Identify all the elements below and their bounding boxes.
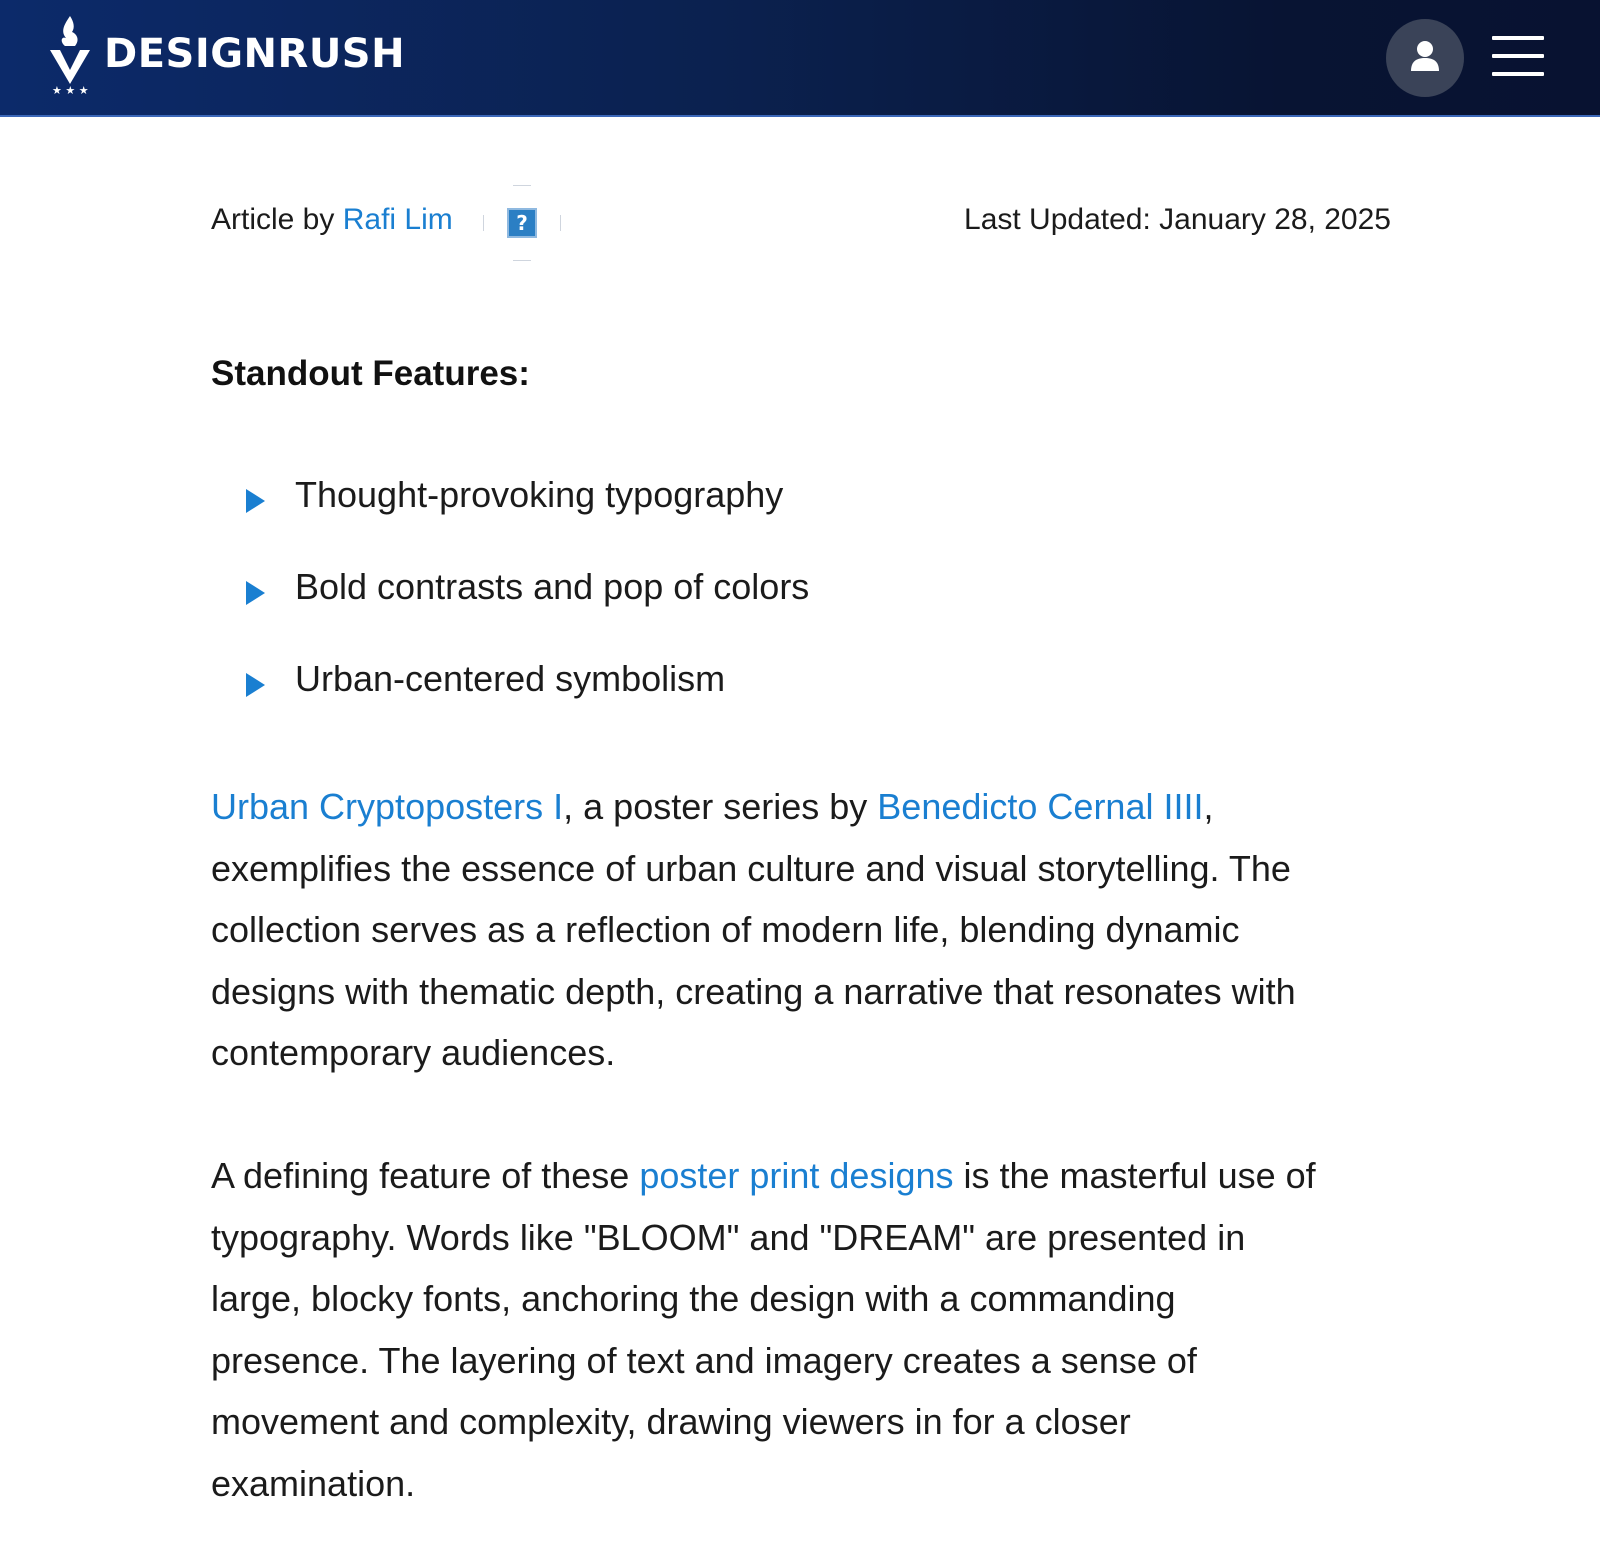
urban-cryptoposters-link[interactable]: Urban Cryptoposters I (211, 786, 564, 827)
body-paragraph (211, 1145, 1411, 1514)
paragraph-line: examination. (211, 1462, 416, 1504)
brand-name: DESIGNRUSH (104, 31, 406, 77)
poster-print-designs-link[interactable]: poster print designs (639, 1155, 954, 1196)
paragraph-text: , (1203, 786, 1214, 827)
hamburger-menu-icon[interactable] (1492, 36, 1544, 76)
paragraph-line: typography. Words like "BLOOM" and "DREAM" are presented in (211, 1216, 1246, 1258)
site-header (0, 0, 1600, 117)
last-updated: Last Updated: January 28, 2025 (964, 203, 1391, 236)
paragraph-line: exemplifies the essence of urban culture and visual storytelling. The (211, 847, 1291, 889)
paragraph-line (211, 1145, 1411, 1207)
menu-bar (1492, 54, 1544, 58)
feature-text: Bold contrasts and pop of colors (295, 566, 810, 607)
feature-text: Urban-centered symbolism (295, 658, 726, 699)
triangle-bullet-icon (246, 673, 265, 697)
paragraph-line: collection serves as a reflection of modern life, blending dynamic (211, 909, 1240, 950)
paragraph-text: , a poster series by (563, 786, 878, 827)
benedicto-cernal-link[interactable]: Benedicto Cernal IIII (877, 786, 1204, 827)
menu-bar (1492, 36, 1544, 40)
divider (483, 215, 484, 231)
list-item (246, 474, 809, 566)
paragraph-line: designs with thematic depth, creating a narrative that resonates with (211, 970, 1296, 1012)
paragraph-text: A defining feature of these (211, 1155, 640, 1196)
feature-text: Thought-provoking typography (295, 474, 784, 515)
triangle-bullet-icon (246, 489, 265, 513)
list-item (246, 658, 809, 750)
paragraph-line: movement and complexity, drawing viewers in for a closer (211, 1401, 1131, 1442)
body-paragraph (211, 776, 1411, 1084)
help-icon[interactable]: ? (507, 208, 537, 238)
paragraph-line: large, blocky fonts, anchoring the design with a commanding (211, 1278, 1176, 1319)
user-icon (1410, 40, 1440, 77)
section-heading: Standout Features: (211, 354, 530, 393)
paragraph-text: is the masterful use of (953, 1155, 1316, 1196)
logo-icon (48, 14, 92, 94)
menu-bar (1492, 72, 1544, 76)
divider (513, 260, 531, 261)
designrush-logo[interactable] (48, 14, 405, 94)
divider (513, 185, 531, 186)
paragraph-line: contemporary audiences. (211, 1032, 616, 1073)
triangle-bullet-icon (246, 581, 265, 605)
account-button[interactable] (1386, 19, 1464, 97)
feature-list (246, 474, 809, 750)
paragraph-line: presence. The layering of text and imagery creates a sense of (211, 1339, 1197, 1381)
author-link[interactable]: Rafi Lim (342, 203, 453, 236)
list-item (246, 566, 809, 658)
byline (211, 203, 453, 237)
byline-prefix: Article by (211, 203, 343, 236)
svg-text:★ ★ ★: ★ ★ ★ (52, 84, 89, 94)
paragraph-line (211, 776, 1411, 838)
divider (560, 215, 561, 231)
author-info (483, 185, 561, 261)
article-meta (211, 203, 1391, 243)
